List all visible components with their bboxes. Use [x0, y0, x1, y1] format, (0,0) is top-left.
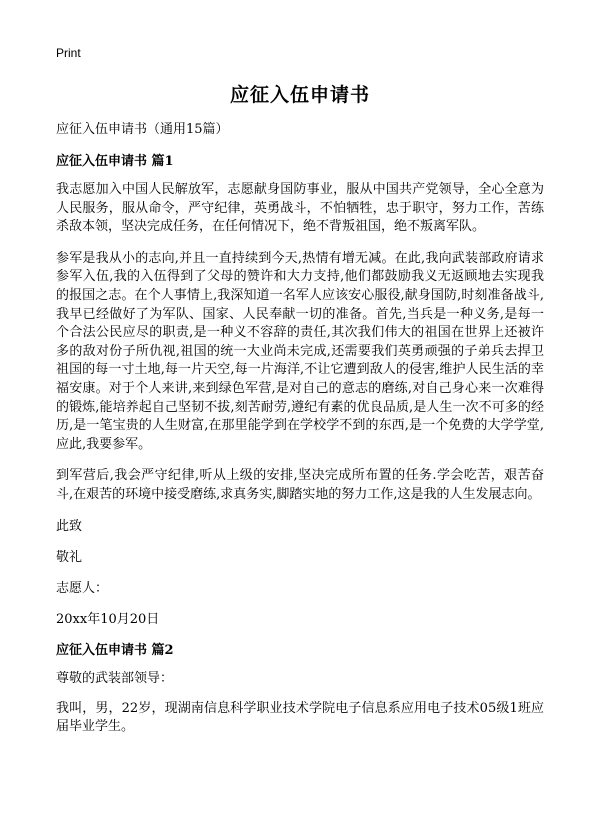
signature-label: 志愿人： [56, 580, 109, 596]
closing-regards: 敬礼 [56, 549, 83, 565]
section-heading-2: 应征入伍申请书 篇2 [56, 642, 174, 658]
document-subtitle: 应征入伍申请书（通用15篇） [56, 122, 229, 137]
print-link[interactable]: Print [56, 46, 81, 60]
paragraph: 我叫，男，22岁，现湖南信息科学职业技术学院电子信息系应用电子技术05级1班应届毕业学生。 [56, 700, 544, 735]
closing-salutation: 此致 [56, 518, 83, 534]
page-title: 应征入伍申请书 [229, 84, 370, 106]
date-line: 20xx年10月20日 [56, 611, 160, 627]
paragraph: 我志愿加入中国人民解放军，志愿献身国防事业，服从中国共产党领导，全心全意为人民服务，服从命令，严守纪律，英勇战斗，不怕牺牲，忠于职守，努力工作，苦练杀敌本领，坚决完成任务，在任何情况下，绝不背叛祖国，绝不叛离军队。 [56, 182, 544, 235]
greeting-line: 尊敬的武装部领导： [56, 670, 174, 686]
document-body [56, 121, 544, 750]
paragraph: 参军是我从小的志向,并且一直持续到今天,热情有增无减。在此,我向武装部政府请求参军入伍,我的入伍得到了父母的赞许和大力支持,他们都鼓励我义无返顾地去实现我的报国之志。在个人事情上,我深知道一名军人应该安心服役,献身国防,时刻准备战斗,我早已经做好了为军队、国家、人民奉献一切的准备。首先,当兵是一种义务,是每一个合法公民应尽的职责,是一种义不容辞的责任,其次我们伟大的祖国在世界上还被许多的敌对份子所仇视,祖国的统一大业尚未完成,还需要我们英勇顽强的子弟兵去捍卫祖国的每一寸土地,每一片天空,每一片海洋,不让它遭到敌人的侵害,维护人民生活的幸福安康。对于个人来讲,来到绿色军营,是对自己的意志的磨练,对自己身心来一次难得的锻炼,能培养起自己坚韧不拔,刻苦耐劳,遵纪有素的优良品质,是人生一次不可多的经历,是一笔宝贵的人生财富,在那里能学到在学校学不到的东西,是一个免费的大学学堂,应此,我要参军。 [56, 250, 544, 452]
section-heading-1: 应征入伍申请书 篇1 [56, 154, 174, 169]
paragraph: 到军营后,我会严守纪律,听从上级的安排,坚决完成所布置的任务.学会吃苦，艰苦奋斗,在艰苦的环境中接受磨练,求真务实,脚踏实地的努力工作,这是我的人生发展志向。 [56, 468, 544, 502]
